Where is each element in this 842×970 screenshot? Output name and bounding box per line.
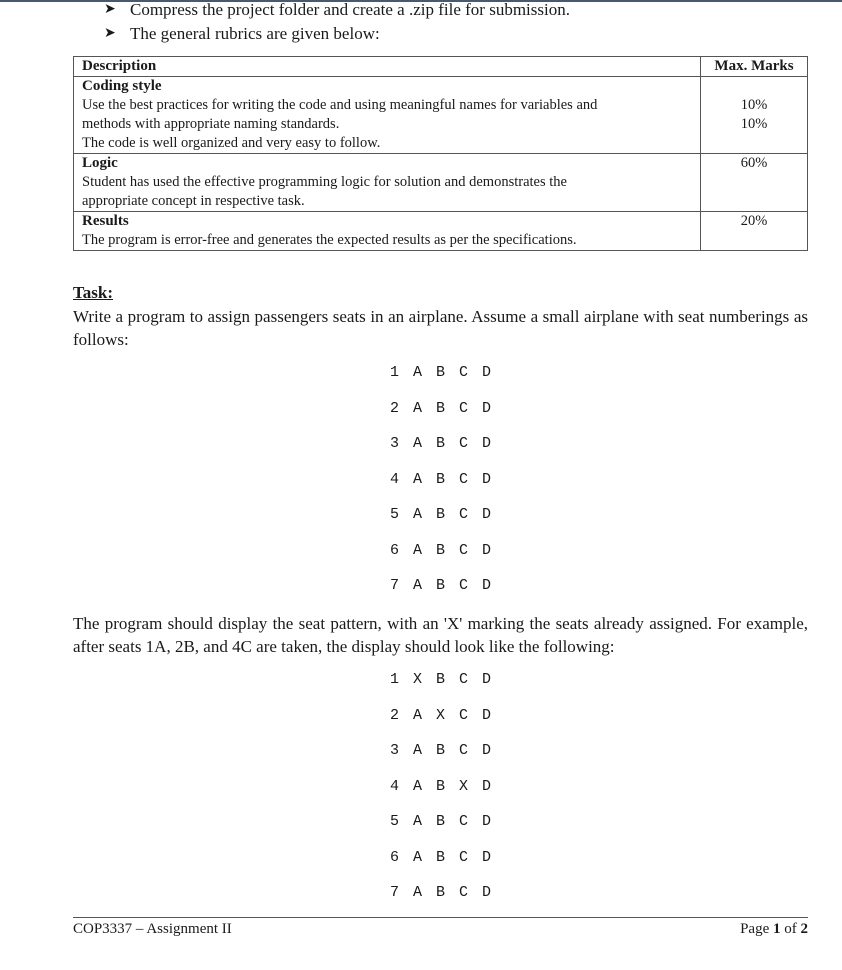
seat-letter: A bbox=[413, 848, 423, 866]
seat-row bbox=[390, 884, 505, 901]
seat-row bbox=[390, 506, 505, 523]
task-heading: Task: bbox=[73, 283, 114, 302]
seat-letter: B bbox=[436, 577, 446, 594]
seat-letter: D bbox=[482, 742, 492, 759]
seat-letter: D bbox=[482, 671, 492, 688]
rubric-mark: 60% bbox=[740, 155, 768, 171]
row-number: 6 bbox=[390, 541, 400, 559]
seat-letter: B bbox=[436, 671, 446, 688]
rubric-title: Coding style bbox=[82, 78, 162, 94]
seat-letter: X bbox=[436, 706, 446, 724]
row-number: 1 bbox=[390, 364, 400, 381]
seat-letter: C bbox=[459, 577, 469, 594]
seat-letter: A bbox=[413, 506, 423, 523]
seat-letter: D bbox=[482, 364, 492, 381]
seat-letter: D bbox=[482, 848, 492, 866]
seat-letter: B bbox=[436, 884, 446, 901]
task-paragraph: Write a program to assign passengers seats in an airplane. Assume a small airplane with seat numberings as follows: bbox=[73, 307, 808, 349]
seat-row bbox=[390, 671, 505, 688]
seat-letter: A bbox=[413, 399, 423, 417]
seat-letter: D bbox=[482, 777, 492, 795]
bullet-item bbox=[104, 0, 570, 22]
row-number: 5 bbox=[390, 506, 400, 523]
seat-letter: X bbox=[413, 671, 423, 688]
seat-letter: D bbox=[482, 884, 492, 901]
seat-row bbox=[390, 707, 505, 724]
seat-letter: B bbox=[436, 813, 446, 830]
seat-letter: A bbox=[413, 706, 423, 724]
rubric-line: The program is error-free and generates the expected results as per the specifications. bbox=[82, 232, 577, 248]
seat-letter: D bbox=[482, 506, 492, 523]
rubric-marks-cell bbox=[701, 212, 808, 251]
seat-letter: A bbox=[413, 813, 423, 830]
seat-letter: A bbox=[413, 364, 423, 381]
row-number: 3 bbox=[390, 742, 400, 759]
description-header: Description bbox=[74, 57, 701, 77]
seat-letter: C bbox=[459, 364, 469, 381]
seat-letter: B bbox=[436, 848, 446, 866]
arrow-bullet-icon: ➤ bbox=[104, 26, 116, 41]
row-number: 7 bbox=[390, 884, 400, 901]
seat-letter: D bbox=[482, 435, 492, 452]
rubric-marks-cell bbox=[701, 154, 808, 212]
rubric-mark: 10% bbox=[740, 116, 768, 132]
seat-letter: C bbox=[459, 848, 469, 866]
rubric-line: appropriate concept in respective task. bbox=[82, 193, 305, 209]
bullet-text: The general rubrics are given below: bbox=[130, 24, 380, 43]
seat-row bbox=[390, 813, 505, 830]
seat-letter: B bbox=[436, 470, 446, 488]
rubric-line: The code is well organized and very easy to follow. bbox=[82, 135, 381, 151]
seat-letter: B bbox=[436, 364, 446, 381]
row-number: 3 bbox=[390, 435, 400, 452]
row-number: 2 bbox=[390, 399, 400, 417]
seat-letter: C bbox=[459, 742, 469, 759]
rubric-row-logic bbox=[74, 154, 808, 212]
seat-row bbox=[390, 364, 505, 381]
seat-row bbox=[390, 577, 505, 594]
row-number: 6 bbox=[390, 848, 400, 866]
rubric-row-coding-style bbox=[74, 77, 808, 154]
seat-letter: B bbox=[436, 541, 446, 559]
max-marks-header: Max. Marks bbox=[701, 57, 808, 77]
display-paragraph: The program should display the seat pattern, with an 'X' marking the seats already assigned. For example, after seats 1A, 2B, and 4C are taken, the display should look like the following: bbox=[73, 614, 808, 656]
row-number: 7 bbox=[390, 577, 400, 594]
page-word: Page bbox=[740, 921, 770, 937]
rubric-title: Logic bbox=[82, 155, 118, 171]
seat-letter: B bbox=[436, 506, 446, 523]
seat-letter: C bbox=[459, 884, 469, 901]
seat-letter: B bbox=[436, 435, 446, 452]
seat-row bbox=[390, 471, 505, 488]
rubric-line: Use the best practices for writing the code and using meaningful names for variables and bbox=[82, 97, 598, 113]
rubric-title: Results bbox=[82, 213, 129, 229]
rubric-table bbox=[73, 56, 808, 251]
seat-letter: D bbox=[482, 541, 492, 559]
instruction-bullets bbox=[104, 0, 570, 46]
row-number: 5 bbox=[390, 813, 400, 830]
seat-letter: B bbox=[436, 742, 446, 759]
bullet-text: Compress the project folder and create a .zip file for submission. bbox=[130, 0, 570, 19]
rubric-line: methods with appropriate naming standards. bbox=[82, 116, 340, 132]
row-number: 4 bbox=[390, 470, 400, 488]
rubric-description-cell bbox=[74, 154, 701, 212]
seat-letter: C bbox=[459, 813, 469, 830]
rubric-mark: 10% bbox=[740, 97, 768, 113]
seat-row bbox=[390, 849, 505, 866]
seat-letter: C bbox=[459, 506, 469, 523]
seat-row bbox=[390, 435, 505, 452]
seat-letter: D bbox=[482, 399, 492, 417]
seat-letter: D bbox=[482, 577, 492, 594]
rubric-header-row bbox=[74, 57, 808, 77]
page-total: 2 bbox=[800, 921, 808, 937]
row-number: 2 bbox=[390, 706, 400, 724]
seat-row bbox=[390, 778, 505, 795]
rubric-description-cell bbox=[74, 212, 701, 251]
bullet-item bbox=[104, 22, 570, 46]
seat-letter: A bbox=[413, 541, 423, 559]
seat-letter: X bbox=[459, 777, 469, 795]
rubric-line: Student has used the effective programming logic for solution and demonstrates the bbox=[82, 174, 567, 190]
seat-letter: B bbox=[436, 399, 446, 417]
seat-letter: D bbox=[482, 706, 492, 724]
seat-letter: A bbox=[413, 742, 423, 759]
arrow-bullet-icon: ➤ bbox=[104, 2, 116, 17]
seat-letter: C bbox=[459, 671, 469, 688]
seat-letter: A bbox=[413, 777, 423, 795]
seat-letter: A bbox=[413, 435, 423, 452]
rubric-description-cell bbox=[74, 77, 701, 154]
footer-course: COP3337 – Assignment II bbox=[73, 921, 232, 937]
seat-letter: D bbox=[482, 470, 492, 488]
seat-letter: C bbox=[459, 399, 469, 417]
seat-letter: C bbox=[459, 706, 469, 724]
rubric-marks-cell bbox=[701, 77, 808, 154]
seat-letter: A bbox=[413, 884, 423, 901]
seat-letter: A bbox=[413, 577, 423, 594]
row-number: 1 bbox=[390, 671, 400, 688]
seat-letter: A bbox=[413, 470, 423, 488]
seat-row bbox=[390, 742, 505, 759]
seat-letter: C bbox=[459, 435, 469, 452]
page-current: 1 bbox=[773, 921, 781, 937]
rubric-mark: 20% bbox=[740, 213, 768, 229]
seat-letter: C bbox=[459, 541, 469, 559]
page-of: of bbox=[784, 921, 797, 937]
seat-letter: C bbox=[459, 470, 469, 488]
footer-page-number bbox=[740, 921, 808, 938]
seat-letter: D bbox=[482, 813, 492, 830]
row-number: 4 bbox=[390, 777, 400, 795]
rubric-row-results bbox=[74, 212, 808, 251]
seat-row bbox=[390, 400, 505, 417]
seat-row bbox=[390, 542, 505, 559]
seat-letter: B bbox=[436, 777, 446, 795]
footer-rule bbox=[73, 917, 808, 918]
